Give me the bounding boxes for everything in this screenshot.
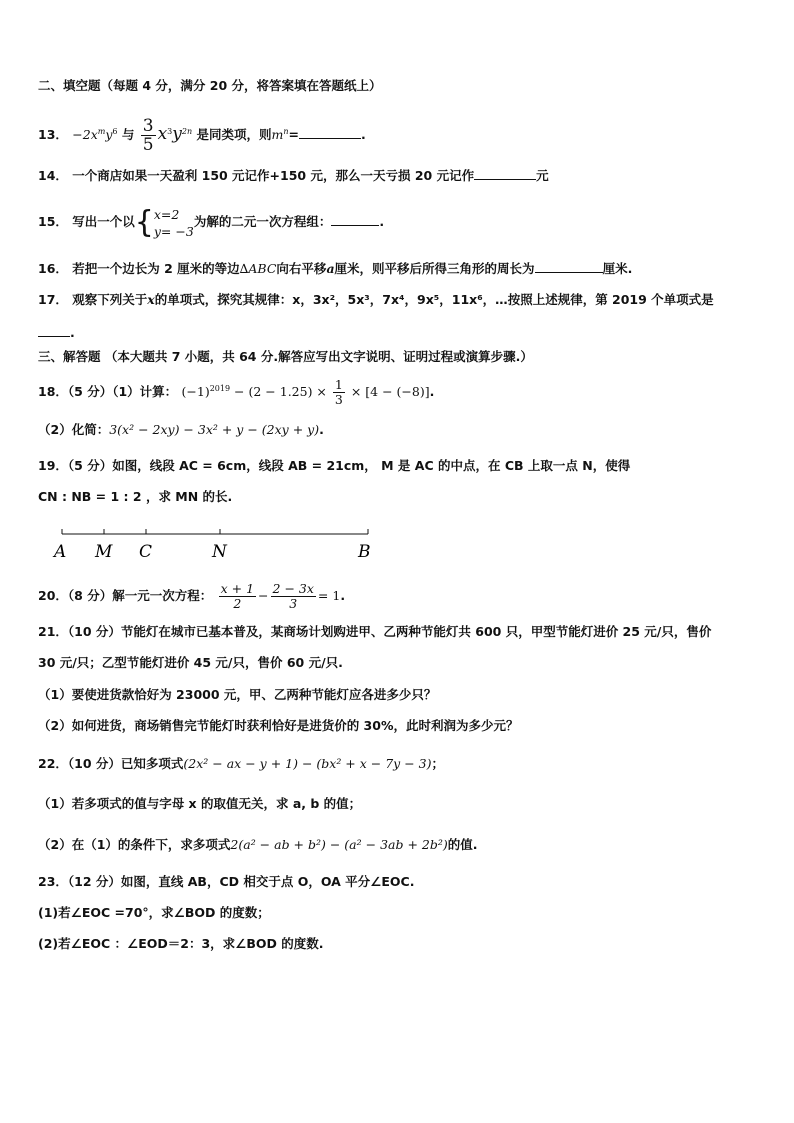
question-23-part-1: (1)若∠EOC =70°，求∠BOD 的度数； — [38, 905, 270, 920]
section-heading-fill-blank: 二、填空题（每题 4 分，满分 20 分，将答案填在答题纸上） — [38, 78, 382, 93]
answer-blank[interactable] — [535, 259, 603, 273]
question-21-part-2: （2）如何进货，商场销售完节能灯时获利恰好是进货价的 30%，此时利润为多少元？ — [38, 718, 519, 733]
equation-system: x=2 y= −3 — [153, 206, 194, 239]
question-19-line-1: 19．（5 分）如图，线段 AC = 6cm，线段 AB = 21cm， M 是 AC 的中点，在 CB 上取一点 N，使得 — [38, 458, 631, 473]
question-16: 16． 若把一个边长为 2 厘米的等边∆ABC向右平移a厘米，则平移后所得三角形的周长为 厘米. — [38, 261, 633, 276]
point-label-c: C — [139, 542, 153, 562]
question-15: 15． 写出一个以{ x=2 y= −3 为解的二元一次方程组： . — [38, 204, 385, 240]
answer-blank[interactable] — [38, 323, 70, 337]
point-label-b: B — [358, 542, 371, 562]
question-14: 14． 一个商店如果一天盈利 150 元记作+150 元，那么一天亏损 20 元记作 元 — [38, 168, 549, 183]
question-21-line-1: 21．（10 分）节能灯在城市已基本普及，某商场计划购进甲、乙两种节能灯共 600 只，甲型节能灯进价 25 元/只，售价 — [38, 624, 712, 639]
question-23: 23．（12 分）如图，直线 AB，CD 相交于点 O，OA 平分∠EOC. — [38, 874, 415, 889]
question-22-part-1: （1）若多项式的值与字母 x 的取值无关，求 a, b 的值； — [38, 796, 362, 811]
section-heading-solutions: 三、解答题 （本大题共 7 小题，共 64 分.解答应写出文字说明、证明过程或演算步骤.） — [38, 349, 533, 364]
fraction-1-3: $\frac{1}{3}$ — [334, 377, 343, 407]
question-23-part-2: (2)若∠EOC ：∠EOD＝2：3，求∠BOD 的度数. — [38, 936, 324, 951]
question-18-part-2: （2）化简：3(x² − 2xy) − 3x² + y − (2xy + y). — [38, 422, 324, 437]
question-21-part-1: （1）要使进货款恰好为 23000 元，甲、乙两种节能灯应各进多少只？ — [38, 687, 437, 702]
question-13: 13． $-2x^my^6$ 与 $\frac{3}{5}$ $x^3y^{2n}$ 是同类项，则$m^n=$ . — [38, 116, 366, 155]
question-19-line-2: CN : NB = 1 : 2 ，求 MN 的长. — [38, 489, 233, 504]
point-label-m: M — [95, 542, 113, 562]
answer-blank[interactable] — [331, 212, 379, 226]
question-22: 22．（10 分）已知多项式(2x² − ax − y + 1) − (bx² + x − 7y − 3)； — [38, 756, 444, 771]
question-17: 17． 观察下列关于x的单项式，探究其规律：x，3x²，5x³，7x⁴，9x⁵，11x⁶，…按照上述规律，第 2019 个单项式是 — [38, 292, 714, 307]
point-label-a: A — [54, 542, 67, 562]
question-17-answer-line: . — [38, 323, 75, 342]
fraction-2-minus-3x-over-3: $\frac{2 - 3x}{3}$ — [272, 581, 314, 611]
question-18-part-1: 18．（5 分）（1）计算： $(-1)^{2019} - (2 - 1.25)$ × $\frac{1}{3}$ × [4 − (−8)]. — [38, 377, 435, 407]
segment-diagram — [50, 524, 380, 564]
question-20: 20．（8 分）解一元一次方程： $\frac{x + 1}{2}$ − $\frac{2 - 3x}{3}$ = 1. — [38, 581, 346, 611]
answer-blank[interactable] — [474, 166, 536, 180]
system-brace: { — [134, 204, 154, 240]
question-22-part-2: （2）在（1）的条件下，求多项式2(a² − ab + b²) − (a² − 3ab + 2b²)的值. — [38, 837, 478, 852]
point-label-n: N — [212, 542, 227, 562]
fraction-3-5: $\frac{3}{5}$ — [142, 116, 154, 155]
answer-blank[interactable] — [299, 125, 361, 139]
question-21-line-2: 30 元/只；乙型节能灯进价 45 元/只，售价 60 元/只. — [38, 655, 343, 670]
fraction-x-plus-1-over-2: $\frac{x + 1}{2}$ — [220, 581, 255, 611]
